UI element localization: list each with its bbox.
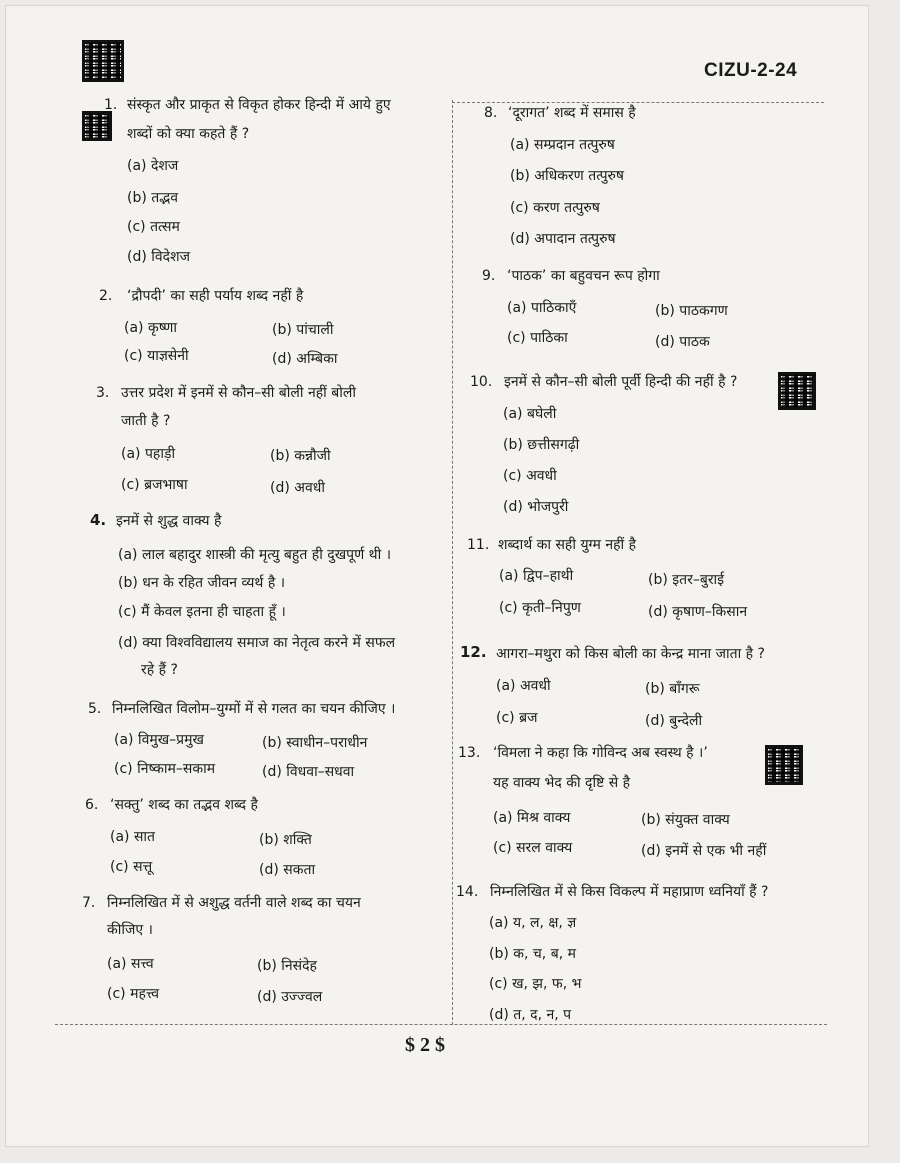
question-text: ‘द्रौपदी’ का सही पर्याय शब्द नहीं है: [127, 288, 304, 304]
paper-code: CIZU-2-24: [704, 60, 798, 81]
option[interactable]: (a) अवधी: [496, 678, 551, 694]
question-number: 4.: [90, 511, 107, 529]
option[interactable]: (d) अपादान तत्पुरुष: [510, 231, 616, 247]
question-text: निम्नलिखित में से किस विकल्प में महाप्राण ध्वनियाँ हैं ?: [490, 884, 769, 900]
question-text: इनमें से कौन–सी बोली पूर्वी हिन्दी की नहीं है ?: [504, 374, 738, 390]
question-number: 3.: [96, 385, 110, 401]
question-text: निम्नलिखित विलोम–युग्मों में से गलत का चयन कीजिए ।: [112, 701, 396, 717]
option[interactable]: (c) मैं केवल इतना ही चाहता हूँ ।: [118, 604, 286, 620]
option[interactable]: (d) सकता: [259, 862, 316, 878]
question-number: 2.: [99, 288, 113, 304]
option[interactable]: (c) सरल वाक्य: [493, 840, 573, 856]
option[interactable]: (a) सात: [110, 829, 156, 845]
option[interactable]: (c) ब्रजभाषा: [121, 477, 188, 493]
option[interactable]: (a) पाठिकाएँ: [507, 300, 577, 316]
question-text: ‘सक्तु’ शब्द का तद्भव शब्द है: [110, 797, 258, 813]
question-number: 10.: [470, 374, 493, 390]
qr-code-icon: [765, 745, 803, 785]
option[interactable]: (d) त, द, न, प: [489, 1007, 572, 1023]
option[interactable]: (d) पाठक: [655, 334, 710, 350]
option[interactable]: (a) य, ल, क्ष, ज्ञ: [489, 915, 577, 931]
question-number: 12.: [460, 643, 487, 661]
qr-code-icon: [82, 40, 124, 82]
option[interactable]: (d) कृषाण–किसान: [648, 604, 748, 620]
question-number: 5.: [88, 701, 102, 717]
question-text: शब्दों को क्या कहते हैं ?: [127, 126, 250, 142]
option[interactable]: (c) पाठिका: [507, 330, 568, 346]
option[interactable]: (d) उज्ज्वल: [257, 989, 323, 1005]
option[interactable]: (d) भोजपुरी: [503, 499, 569, 515]
qr-code-icon: [82, 111, 112, 141]
option[interactable]: (b) निसंदेह: [257, 958, 317, 974]
option[interactable]: (c) कृती–निपुण: [499, 600, 581, 616]
option[interactable]: (c) तत्सम: [127, 219, 180, 235]
question-text: संस्कृत और प्राकृत से विकृत होकर हिन्दी में आये हुए: [127, 97, 391, 113]
bottom-divider: [55, 1024, 827, 1025]
option[interactable]: (d) अवधी: [270, 480, 325, 496]
question-text: कीजिए ।: [107, 922, 153, 938]
option[interactable]: (a) पहाड़ी: [121, 446, 176, 462]
option[interactable]: (a) कृष्णा: [124, 320, 177, 336]
option[interactable]: (a) द्विप–हाथी: [499, 568, 574, 584]
column-divider: [452, 100, 453, 1025]
question-number: 1.: [104, 97, 118, 113]
qr-code-icon: [778, 372, 816, 410]
option[interactable]: (b) पांचाली: [272, 322, 334, 338]
option[interactable]: (c) करण तत्पुरुष: [510, 200, 600, 216]
option[interactable]: (c) याज्ञसेनी: [124, 348, 189, 364]
page-number: $ 2 $: [405, 1034, 445, 1056]
question-text: यह वाक्य भेद की दृष्टि से है: [493, 775, 631, 791]
option[interactable]: (d) बुन्देली: [645, 713, 703, 729]
option[interactable]: (d) अम्बिका: [272, 351, 338, 367]
option[interactable]: (c) ख, झ, फ, भ: [489, 976, 582, 992]
option[interactable]: (b) तद्भव: [127, 190, 179, 206]
option[interactable]: (b) धन के रहित जीवन व्यर्थ है ।: [118, 575, 286, 591]
question-text: जाती है ?: [121, 413, 171, 429]
option[interactable]: (a) देशज: [127, 158, 179, 174]
option[interactable]: (c) अवधी: [503, 468, 557, 484]
option[interactable]: (c) निष्काम–सकाम: [114, 761, 216, 777]
option[interactable]: (c) सत्तू: [110, 859, 153, 875]
option[interactable]: (c) महत्त्व: [107, 986, 160, 1002]
question-text: उत्तर प्रदेश में इनमें से कौन–सी बोली नहीं बोली: [121, 385, 356, 401]
option[interactable]: (b) पाठकगण: [655, 303, 728, 319]
option[interactable]: (b) इतर–बुराई: [648, 572, 725, 588]
option[interactable]: (a) लाल बहादुर शास्त्री की मृत्यु बहुत ही दुखपूर्ण थी ।: [118, 547, 392, 563]
option[interactable]: (b) स्वाधीन–पराधीन: [262, 735, 368, 751]
option[interactable]: (a) सत्त्व: [107, 956, 154, 972]
question-text: ‘दूरागत’ शब्द में समास है: [508, 105, 636, 121]
option[interactable]: (d) क्या विश्वविद्यालय समाज का नेतृत्व करने में सफल: [118, 635, 396, 651]
option[interactable]: (b) क, च, ब, म: [489, 946, 576, 962]
option[interactable]: (b) छत्तीसगढ़ी: [503, 437, 580, 453]
option[interactable]: (a) बघेली: [503, 406, 557, 422]
question-number: 9.: [482, 268, 496, 284]
option[interactable]: (c) ब्रज: [496, 710, 538, 726]
option[interactable]: (b) संयुक्त वाक्य: [641, 812, 730, 828]
question-number: 13.: [458, 745, 481, 761]
question-text: आगरा–मथुरा को किस बोली का केन्द्र माना जाता है ?: [496, 646, 765, 662]
option[interactable]: (b) शक्ति: [259, 832, 312, 848]
option[interactable]: (b) कन्नौजी: [270, 448, 331, 464]
option[interactable]: (a) विमुख–प्रमुख: [114, 732, 204, 748]
question-text: ‘पाठक’ का बहुवचन रूप होगा: [507, 268, 660, 284]
question-text: ‘विमला ने कहा कि गोविन्द अब स्वस्थ है ।’: [493, 745, 708, 761]
question-number: 14.: [456, 884, 479, 900]
option[interactable]: (d) विदेशज: [127, 249, 191, 265]
question-number: 6.: [85, 797, 99, 813]
option[interactable]: (d) इनमें से एक भी नहीं: [641, 843, 767, 859]
option[interactable]: (b) बाँगरू: [645, 681, 700, 697]
top-divider: [452, 102, 824, 103]
question-number: 8.: [484, 105, 498, 121]
option[interactable]: (d) विधवा–सधवा: [262, 764, 355, 780]
question-number: 7.: [82, 895, 96, 911]
question-number: 11.: [467, 537, 490, 553]
question-text: इनमें से शुद्ध वाक्य है: [116, 513, 222, 529]
option[interactable]: (a) सम्प्रदान तत्पुरुष: [510, 137, 615, 153]
option[interactable]: (a) मिश्र वाक्य: [493, 810, 571, 826]
question-text: शब्दार्थ का सही युग्म नहीं है: [498, 537, 637, 553]
option[interactable]: (b) अधिकरण तत्पुरुष: [510, 168, 624, 184]
question-text: निम्नलिखित में से अशुद्ध वर्तनी वाले शब्द का चयन: [107, 895, 361, 911]
option-continued: रहे हैं ?: [141, 662, 178, 678]
